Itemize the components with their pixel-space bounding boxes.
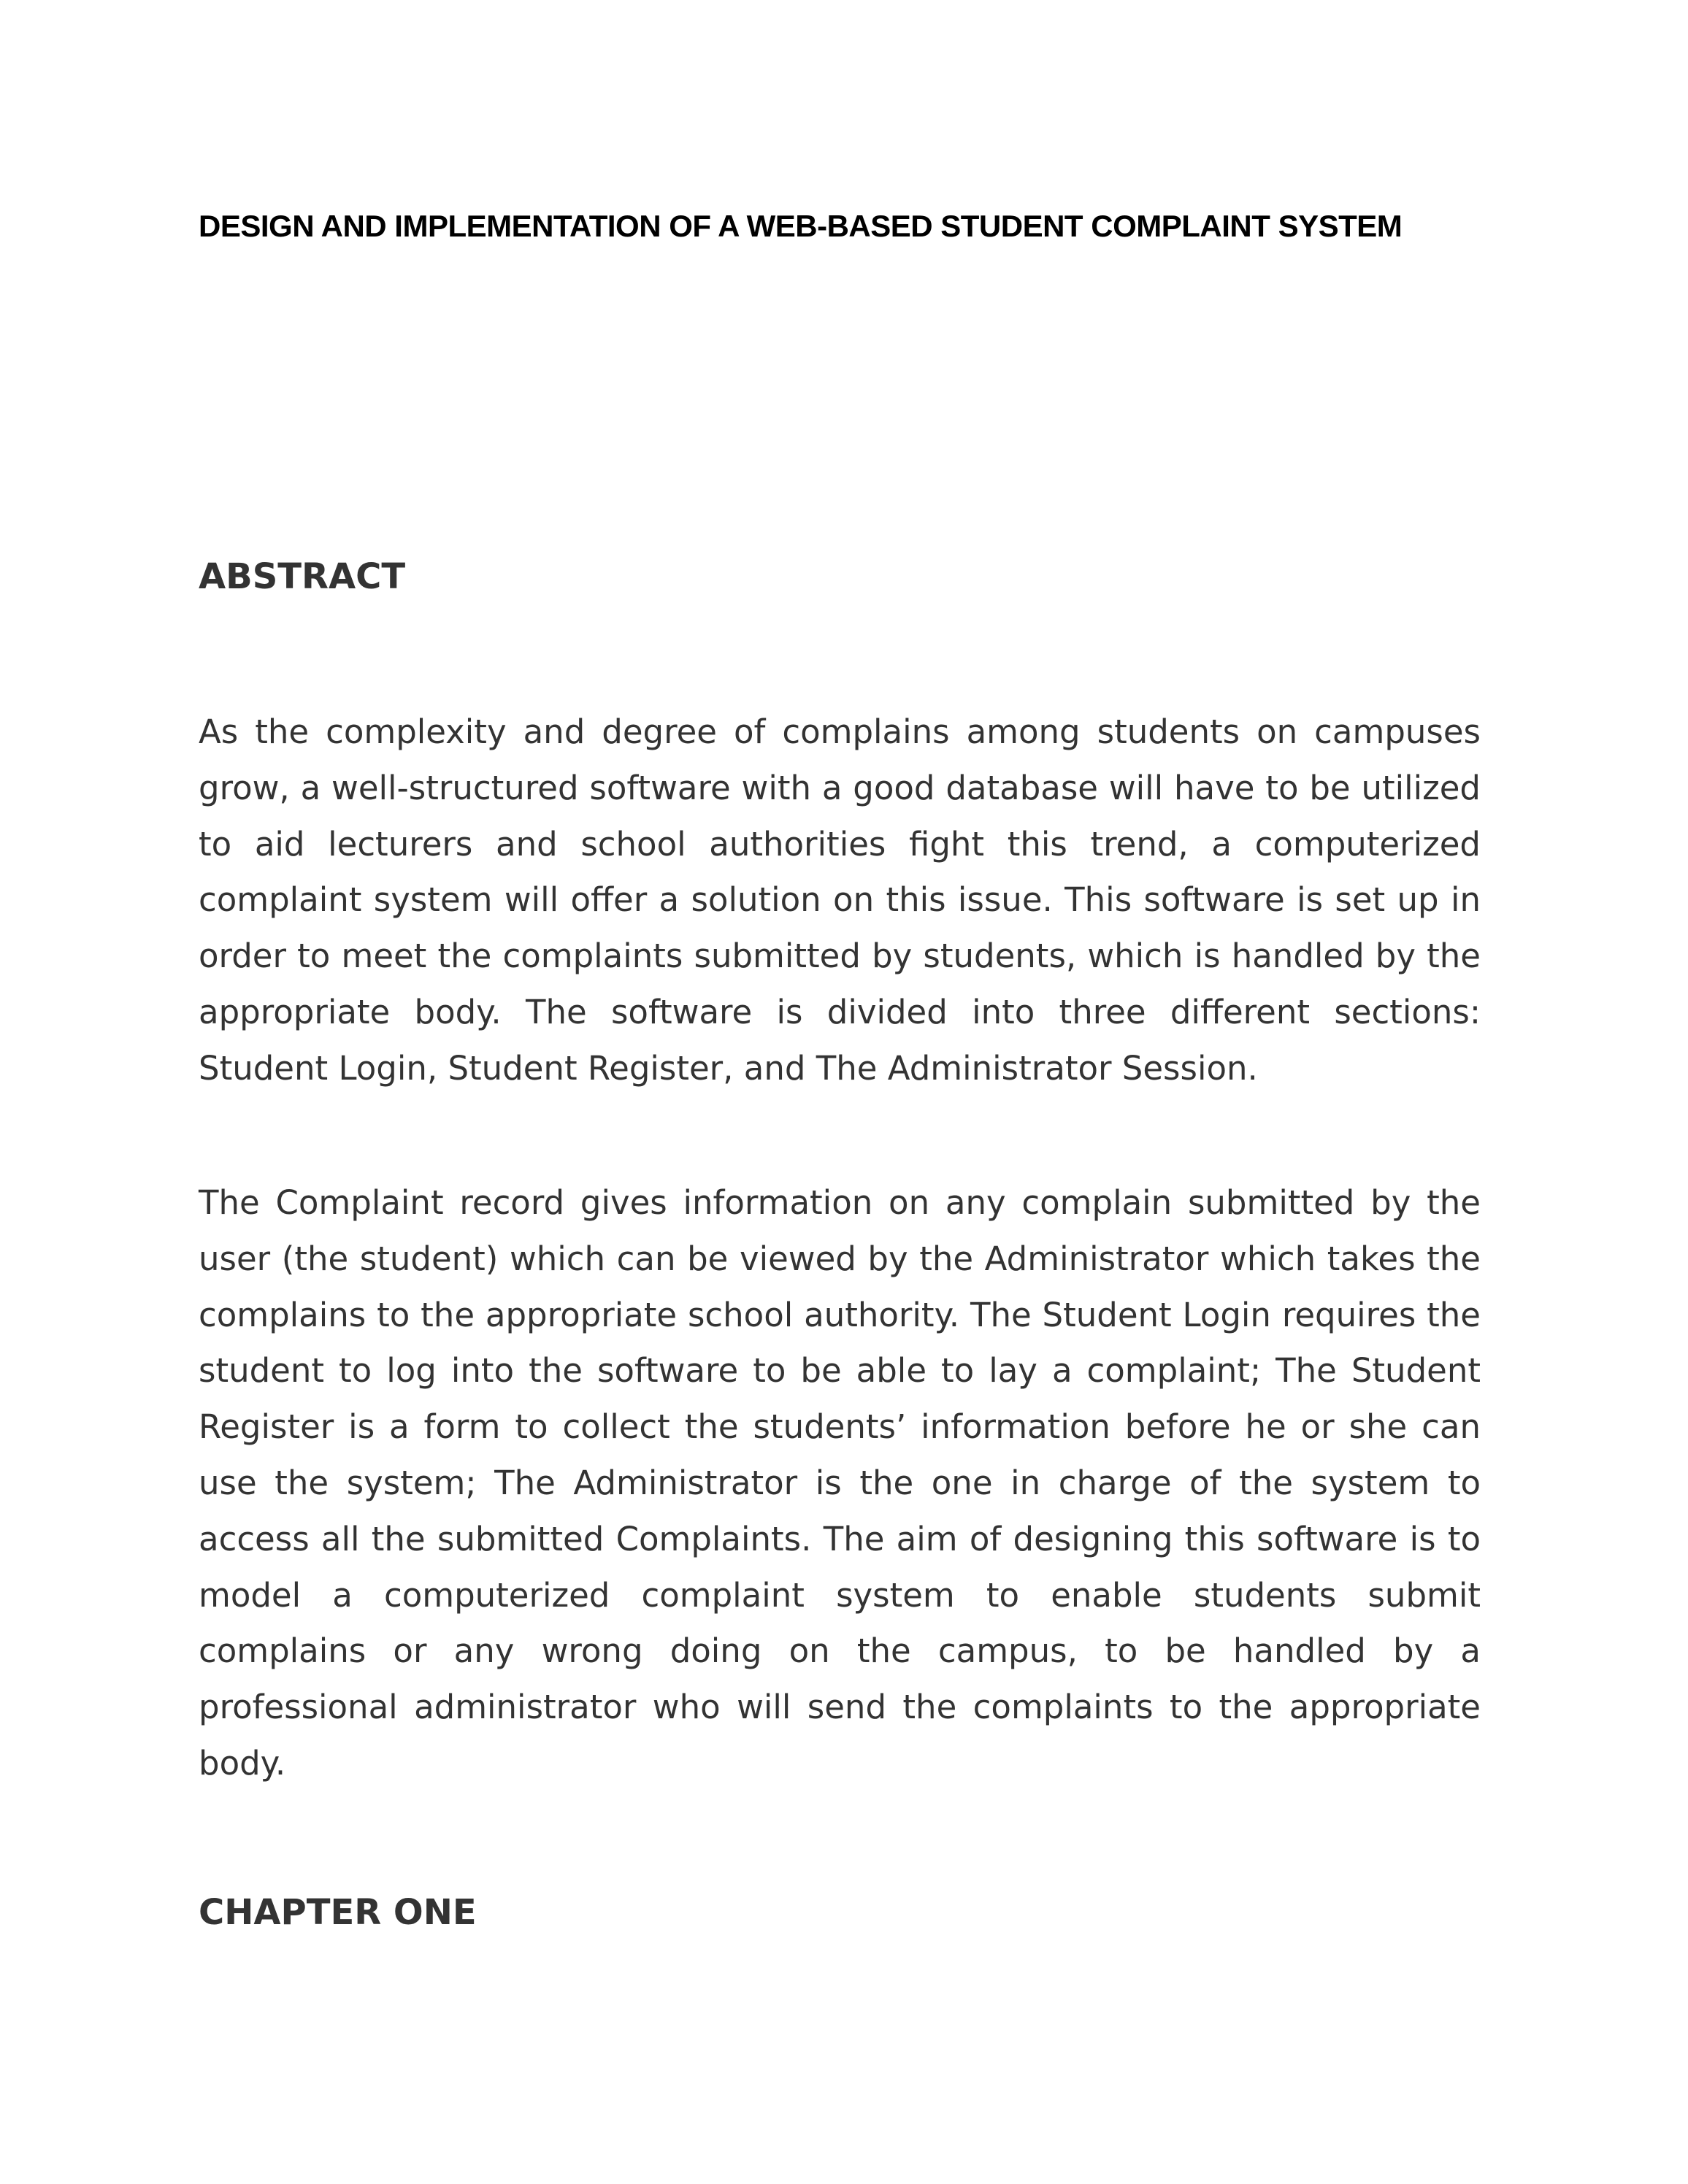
abstract-paragraph-1: As the complexity and degree of complains among students on campuses grow, a well-structured software with a good database will have to be utilized to aid lecturers and school authorities fight this trend, a computerized complaint system will offer a solution on this issue. This software is set up in order to meet the complaints submitted by students, which is handled by the appropriate body. The software is divided into three different sections: Student Login, Student Register, and The Administrator Session.	[199, 712, 1481, 1088]
abstract-heading: ABSTRACT	[199, 556, 406, 597]
abstract-paragraph-2: The Complaint record gives information on any complain submitted by the user (the student) which can be viewed by the Administrator which takes the complains to the appropriate school authority. The Student Login requires the student to log into the software to be able to lay a complaint; The Student Register is a form to collect the students’ information before he or she can use the system; The Administrator is the one in charge of the system to access all the submitted Complaints. The aim of designing this software is to model a computerized complaint system to enable students submit complains or any wrong doing on the campus, to be handled by a professional administrator who will send the complaints to the appropriate body.	[199, 1183, 1481, 1783]
document-title: DESIGN AND IMPLEMENTATION OF A WEB-BASED STUDENT COMPLAINT SYSTEM	[199, 209, 1403, 243]
chapter-heading: CHAPTER ONE	[199, 1892, 477, 1933]
